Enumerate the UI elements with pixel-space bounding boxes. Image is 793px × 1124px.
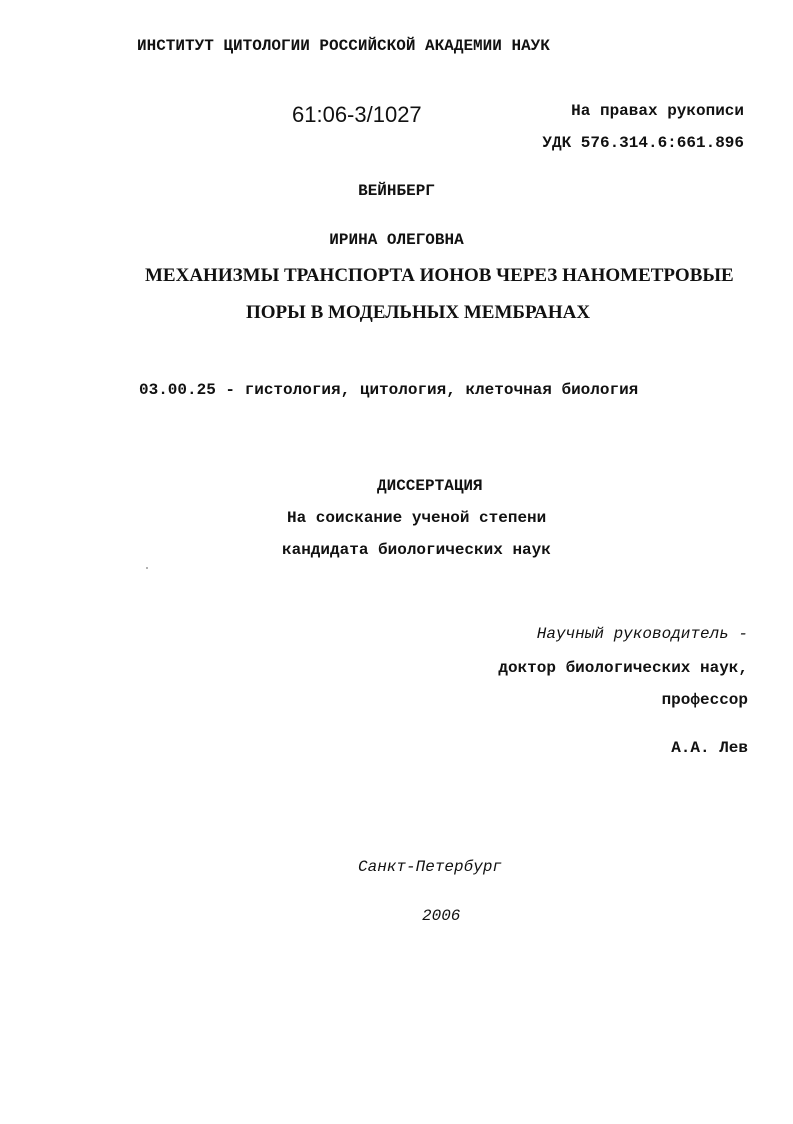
scan-dot bbox=[146, 567, 148, 569]
city: Санкт-Петербург bbox=[358, 858, 503, 876]
supervisor-degree: доктор биологических наук, bbox=[498, 659, 748, 677]
supervisor-role: Научный руководитель - bbox=[536, 625, 748, 643]
year: 2006 bbox=[422, 907, 461, 925]
document-type: ДИССЕРТАЦИЯ bbox=[377, 477, 483, 495]
author-given-names: ИРИНА ОЛЕГОВНА bbox=[329, 231, 464, 249]
specialty: 03.00.25 - гистология, цитология, клеточная биология bbox=[139, 381, 639, 399]
degree-line-1: На соискание ученой степени bbox=[287, 509, 547, 527]
thesis-title-line-2: ПОРЫ В МОДЕЛЬНЫХ МЕМБРАНАХ bbox=[246, 302, 591, 323]
degree-line-2: кандидата биологических наук bbox=[282, 541, 551, 559]
supervisor-name: А.А. Лев bbox=[671, 739, 748, 757]
thesis-title-line-1: МЕХАНИЗМЫ ТРАНСПОРТА ИОНОВ ЧЕРЕЗ НАНОМЕТРОВЫЕ bbox=[145, 265, 734, 286]
institute-name: ИНСТИТУТ ЦИТОЛОГИИ РОССИЙСКОЙ АКАДЕМИИ НАУК bbox=[137, 37, 550, 55]
author-surname: ВЕЙНБЕРГ bbox=[358, 182, 435, 200]
supervisor-rank: профессор bbox=[661, 691, 748, 709]
udc-code: УДК 576.314.6:661.896 bbox=[542, 134, 744, 152]
catalog-number: 61:06-3/1027 bbox=[292, 102, 422, 127]
rights-notice: На правах рукописи bbox=[571, 102, 744, 120]
